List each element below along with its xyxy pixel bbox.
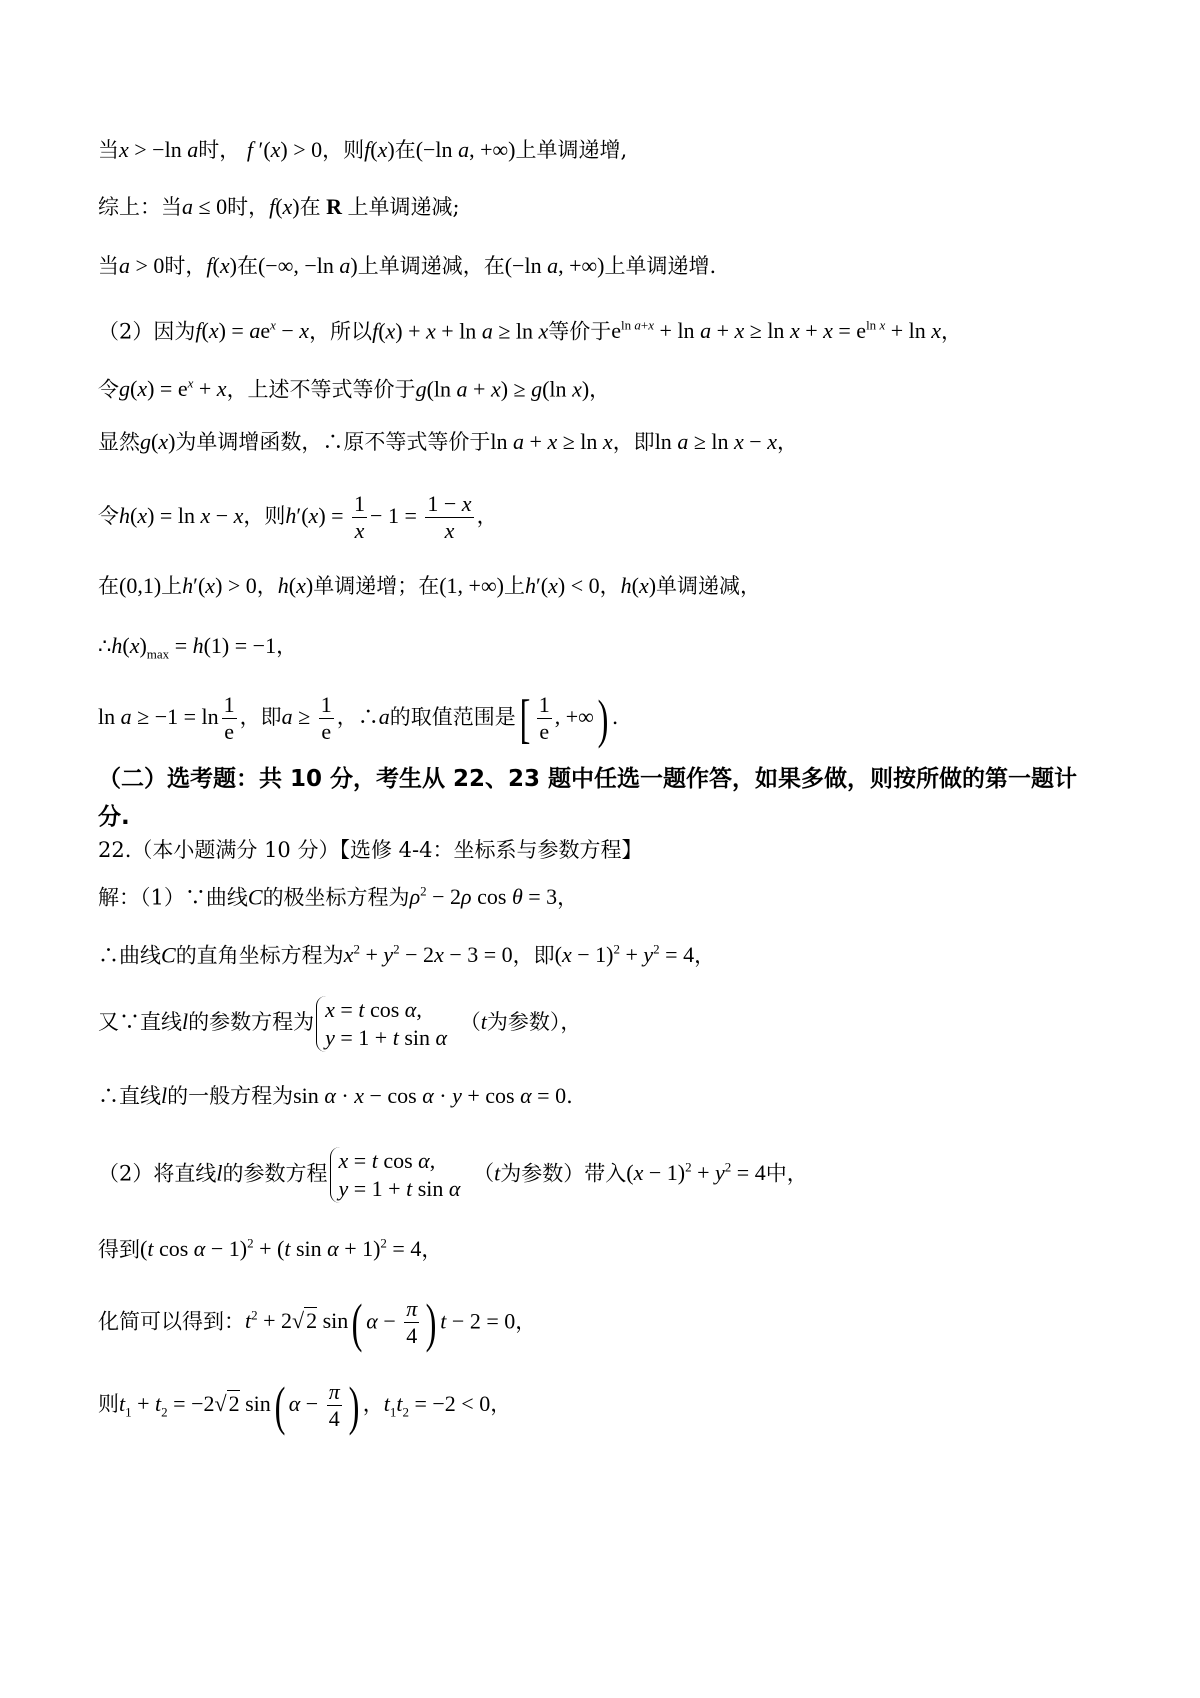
fraction-1-minus-x-over-x: $\frac{1 - x}{x}$ [427,491,472,543]
text-line-15: ∴直线l的一般方程为sin α · x − cos α · y + cos α = 0. [98,1083,573,1108]
fraction-1-over-x: $\frac{1}{x}$ [354,491,366,543]
text-line-16: （2）将直线l的参数方程 x = t cos α, y = 1 + t sin α （t为参数）带入$(x - 1)^2 + y^2 = 4$中， [98,1147,808,1201]
parametric-system-2: x = t cos α, y = 1 + t sin α [330,1147,461,1203]
question-22-title: 22.（本小题满分 10 分）【选修 4-4：坐标系与参数方程】 [98,838,643,862]
fraction-pi-over-4-b: $\frac{\pi}{4}$ [328,1379,340,1431]
text-line-3: 当a > 0时，f(x)在(−∞, −ln a)上单调递减，在(−ln a, +∞)上单调递增. [98,253,717,278]
text-line-8: 在(0,1)上h′(x) > 0，h(x)单调递增；在(1, +∞)上h′(x) < 0，h(x)单调递减， [98,573,762,598]
text-line-6: 显然g(x)为单调增函数，∴原不等式等价于ln a + x ≥ ln x，即ln a ≥ ln x − x， [98,429,798,454]
fraction-1-over-e-b: $\frac{1}{e}$ [320,692,332,744]
text-line-9: $\therefore h(x)_{max} = h(1) = -1$， [98,633,298,662]
text-line-7: 令h(x) = ln x − x，则h′(x) = $\frac{1}{x}$ − 1 = $\frac{1 - x}{x}$ ， [98,491,498,543]
text-line-18: 化简可以得到：$t^2 + 2√2$ sin( α − $\frac{\pi}{4}$ ) t − 2 = 0， [98,1292,537,1353]
text-line-1: 当x > −ln a时， f ′(x) > 0，则f(x)在(−ln a, +∞)上单调递增, [98,137,628,162]
fraction-pi-over-4-a: $\frac{\pi}{4}$ [406,1296,418,1349]
text-line-17: 得到(t cos α − 1)$^2$ + (t sin α + 1)$^2$ = 4， [98,1236,443,1262]
text-line-14: 又∵直线l的参数方程为 x = t cos α, y = 1 + t sin α （t为参数）， [98,996,582,1050]
parametric-system-1: x = t cos α, y = 1 + t sin α [316,996,447,1052]
text-line-13: ∴曲线C的直角坐标方程为$x^2 + y^2 - 2x - 3 = 0$，即$(x - 1)^2 + y^2 = 4$， [98,942,716,968]
text-line-4: （2）因为$f(x) = ae^x - x$，所以f(x) + x + ln a ≥ ln x等价于$e^{ln a+x} + \ln a + x \ge \ln x + x = e^{ln x} + \ln x$， [98,318,963,344]
text-line-19: 则$t_1 + t_2 = -2√2$ sin( α − $\frac{\pi}{4}$ ) ，$t_1t_2 = -2 < 0$， [98,1375,512,1436]
fraction-1-over-e-c: $\frac{1}{e}$ [538,692,550,744]
text-line-2: 综上：当a ≤ 0时，f(x)在 R 上单调递减; [98,194,460,219]
text-line-10: ln a ≥ −1 = ln $\frac{1}{e}$ ，即a ≥ $\frac{1}{e}$ ，∴a的取值范围是[ $\frac{1}{e}$ , +∞) . [98,688,619,749]
text-line-5: 令$g(x) = e^x + x$，上述不等式等价于g(ln a + x) ≥ g(ln x)， [98,376,611,402]
fraction-1-over-e-a: $\frac{1}{e}$ [223,692,235,744]
text-line-12: 解：（1）∵曲线C的极坐标方程为$\rho^2 - 2\rho$ cos θ = 3， [98,884,579,910]
section-heading: （二）选考题：共 10 分，考生从 22、23 题中任选一题作答，如果多做，则按所做的第一题计 分. [98,766,1078,830]
